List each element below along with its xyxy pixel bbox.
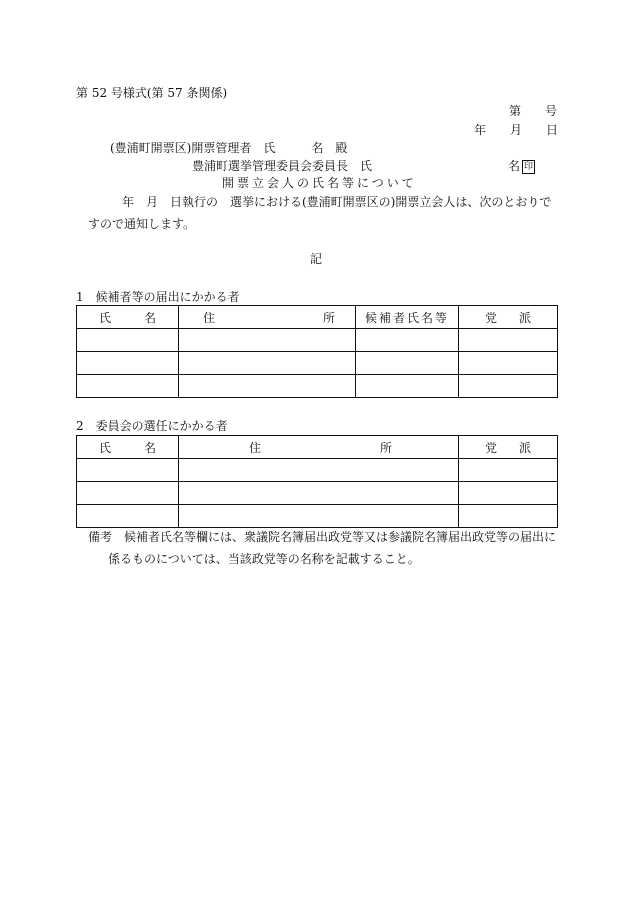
- subject-title: 開票立会人の氏名等について: [222, 176, 417, 190]
- sender-name-block: [508, 159, 535, 174]
- cell-address[interactable]: [179, 375, 356, 398]
- col-address-char-2: 所: [379, 440, 392, 455]
- remark-line-1: 備考 候補者氏名等欄には、衆議院名簿届出政党等又は参議院名簿届出政党等の届出に: [88, 530, 557, 544]
- table-header-row: [77, 306, 558, 329]
- col-name-char-2: 名: [143, 310, 156, 325]
- section1-heading: 1 候補者等の届出にかかる者: [76, 290, 240, 304]
- col-name-char-1: 氏: [99, 310, 112, 325]
- remark-line-2: 係るものについては、当該政党等の名称を記載すること。: [108, 552, 420, 566]
- cell-address[interactable]: [179, 459, 459, 482]
- cell-candidate[interactable]: [356, 375, 459, 398]
- sender-title: 豊浦町選挙管理委員会委員長 氏: [192, 159, 373, 173]
- table-header-row: [77, 436, 558, 459]
- table-row: [77, 352, 558, 375]
- section2-heading: 2 委員会の選任にかかる者: [76, 419, 228, 433]
- col-party-char-1: 党: [485, 310, 498, 325]
- cell-name[interactable]: [77, 459, 179, 482]
- seal-mark: 印: [524, 161, 534, 172]
- col-name-char-1: 氏: [99, 440, 112, 455]
- sender-name-suffix: 名: [508, 159, 521, 173]
- col-party-char-2: 派: [518, 440, 531, 455]
- cell-candidate[interactable]: [356, 329, 459, 352]
- col-address: [179, 436, 459, 459]
- table-row: [77, 375, 558, 398]
- table-row: [77, 459, 558, 482]
- ki-marker: 記: [310, 252, 323, 266]
- table-row: [77, 482, 558, 505]
- cell-party[interactable]: [459, 375, 558, 398]
- date-label: 年 月 日: [474, 123, 559, 137]
- col-address-char-2: 所: [322, 310, 335, 325]
- table-row: [77, 505, 558, 528]
- col-party: [459, 306, 558, 329]
- form-number: 第 52 号様式(第 57 条関係): [76, 86, 228, 100]
- col-name: [77, 436, 179, 459]
- cell-party[interactable]: [459, 329, 558, 352]
- document-number-label: 第 号: [509, 104, 558, 118]
- addressee-line: (豊浦町開票区)開票管理者 氏 名 殿: [110, 141, 348, 155]
- col-address-char-1: 住: [203, 310, 216, 325]
- col-party-char-2: 派: [518, 310, 531, 325]
- cell-candidate[interactable]: [356, 352, 459, 375]
- body-line-1: 年 月 日執行の 選挙における(豊浦町開票区の)開票立会人は、次のとおりで: [122, 195, 552, 209]
- cell-name[interactable]: [77, 329, 179, 352]
- cell-address[interactable]: [179, 329, 356, 352]
- body-paragraph: [88, 191, 554, 235]
- table-row: [77, 329, 558, 352]
- cell-party[interactable]: [459, 352, 558, 375]
- cell-address[interactable]: [179, 482, 459, 505]
- col-candidate-label: 候補者氏名等: [364, 310, 449, 325]
- body-line-2: すので通知します。: [88, 217, 196, 231]
- cell-party[interactable]: [459, 505, 558, 528]
- col-name: [77, 306, 179, 329]
- cell-party[interactable]: [459, 459, 558, 482]
- remark-note: [88, 526, 558, 570]
- committee-table: [76, 435, 558, 528]
- cell-party[interactable]: [459, 482, 558, 505]
- cell-name[interactable]: [77, 505, 179, 528]
- cell-address[interactable]: [179, 352, 356, 375]
- col-address: [179, 306, 356, 329]
- col-candidate: [356, 306, 459, 329]
- cell-address[interactable]: [179, 505, 459, 528]
- cell-name[interactable]: [77, 352, 179, 375]
- col-address-char-1: 住: [249, 440, 262, 455]
- col-party-char-1: 党: [485, 440, 498, 455]
- col-name-char-2: 名: [143, 440, 156, 455]
- col-party: [459, 436, 558, 459]
- candidate-table: [76, 305, 558, 398]
- cell-name[interactable]: [77, 375, 179, 398]
- cell-name[interactable]: [77, 482, 179, 505]
